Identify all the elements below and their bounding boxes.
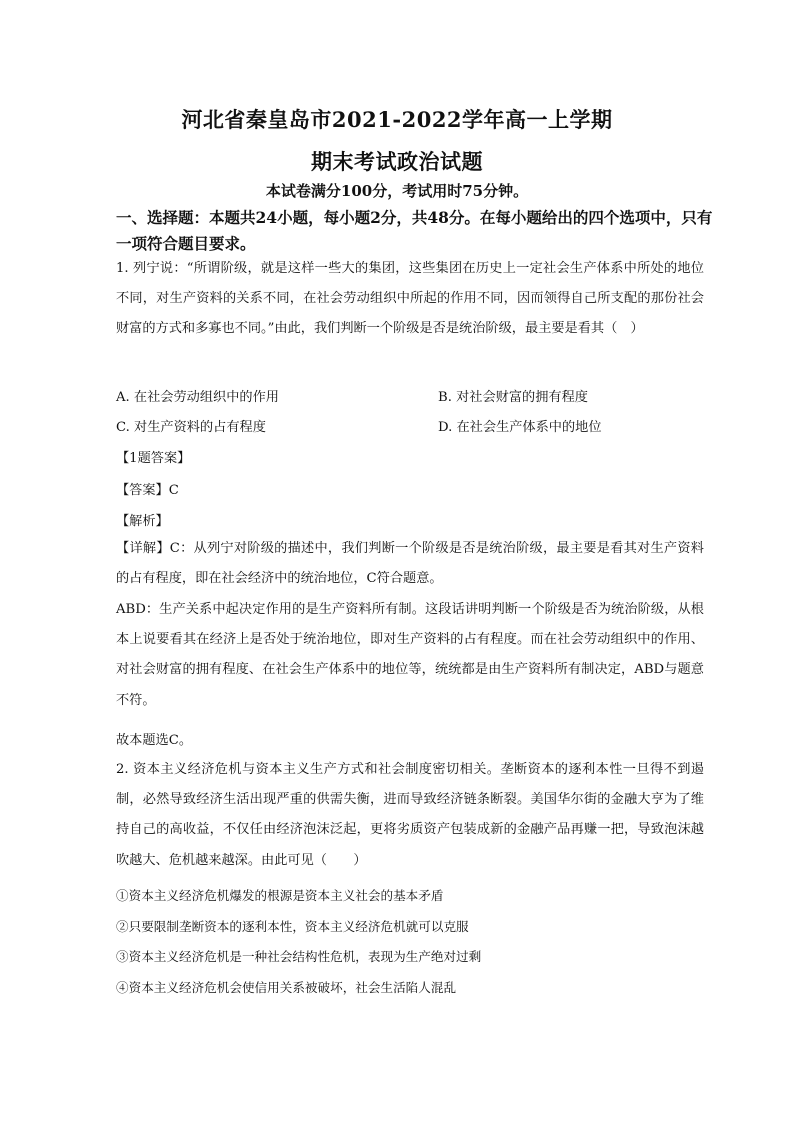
question-2-item-4: ④资本主义经济危机会使信用关系被破坏，社会生活陷人混乱	[116, 980, 457, 995]
question-1-analysis-heading: 【解析】	[116, 514, 169, 529]
question-1-answer: 【答案】C	[116, 483, 179, 498]
document-title-line1: 河北省秦皇岛市2021-2022学年高一上学期	[181, 107, 613, 132]
question-2-stem: 2. 资本主义经济危机与资本主义生产方式和社会制度密切相关。垄断资本的逐利本性一旦得不到遏制，必然导致经济生活出现严重的供需失衡，进而导致经济链条断裂。美国华尔街的金融大亨为了维持自己的高收益，不仅任由经济泡沫泛起，更将劣质资产包装成新的金融产品再赚一把，导致泡沫越吹越大、危机越来越深。由此可见（ ）	[116, 762, 704, 868]
question-1-option-c: C. 对生产资料的占有程度	[116, 420, 266, 435]
question-2-item-1: ①资本主义经济危机爆发的根源是资本主义社会的基本矛盾	[116, 888, 444, 903]
exam-info: 本试卷满分100分，考试用时75分钟。	[265, 182, 529, 200]
question-1-option-b: B. 对社会财富的拥有程度	[438, 390, 588, 405]
question-1-conclusion: 故本题选C。	[116, 733, 193, 748]
question-2-item-2: ②只要限制垄断资本的逐利本性，资本主义经济危机就可以克服	[116, 919, 469, 934]
question-1-answer-heading: 【1题答案】	[116, 451, 191, 466]
question-1-abd-analysis: ABD：生产关系中起决定作用的是生产资料所有制。这段话讲明判断一个阶级是否为统治阶级，从根本上说要看其在经济上是否处于统治地位，即对生产资料的占有程度。而在社会劳动组织中的作用、对社会财富的拥有程度、在社会生产体系中的地位等，统统都是由生产资料所有制决定，ABD与题意不符。	[116, 602, 704, 708]
section-heading-choice: 一、选择题：本题共24小题，每小题2分，共48分。在每小题给出的四个选项中，只有一项符合题目要求。	[116, 208, 713, 253]
question-1-stem: 1. 列宁说：“所谓阶级，就是这样一些大的集团，这些集团在历史上一定社会生产体系中所处的地位不同，对生产资料的关系不同，在社会劳动组织中所起的作用不同，因而领得自己所支配的那份社会财富的方式和多寡也不同。”由此，我们判断一个阶级是否是统治阶级，最主要是看其（ ）	[116, 261, 704, 337]
document-title-line2: 期末考试政治试题	[311, 149, 483, 174]
question-1-detail: 【详解】C：从列宁对阶级的描述中，我们判断一个阶级是否是统治阶级，最主要是看其对生产资料的占有程度，即在社会经济中的统治地位，C符合题意。	[116, 541, 704, 587]
question-2-item-3: ③资本主义经济危机是一种社会结构性危机，表现为生产绝对过剩	[116, 949, 482, 964]
question-1-option-d: D. 在社会生产体系中的地位	[438, 420, 602, 435]
question-1-option-a: A. 在社会劳动组织中的作用	[116, 390, 279, 405]
